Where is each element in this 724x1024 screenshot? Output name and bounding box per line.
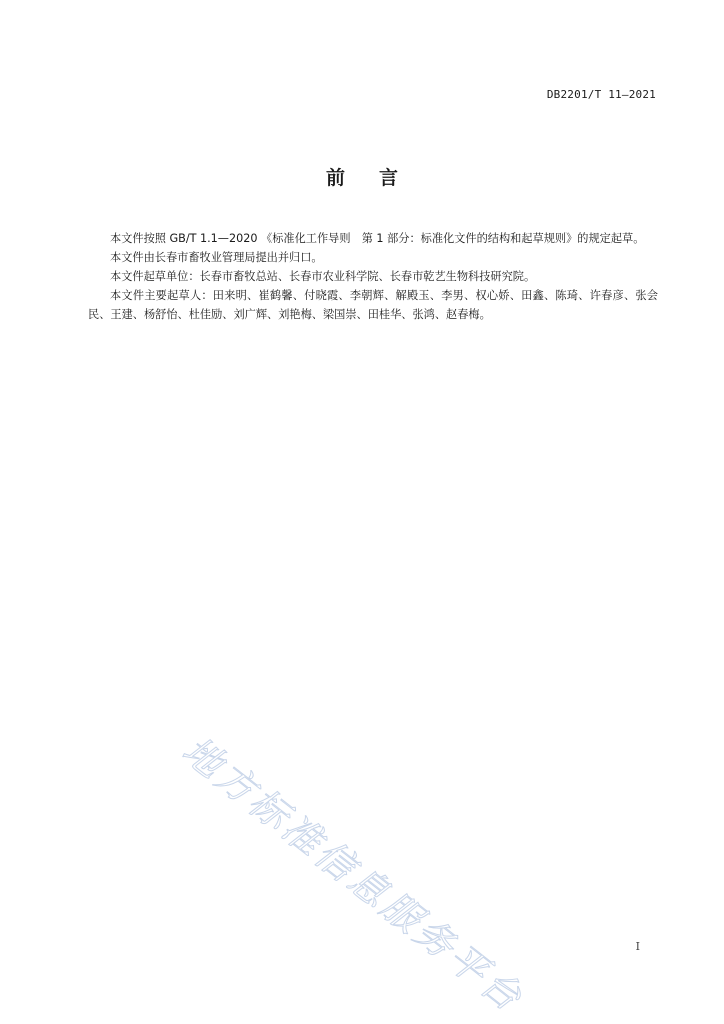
page-number: I (635, 940, 640, 953)
document-body (88, 229, 658, 324)
page-title: 前言 (325, 167, 432, 189)
paragraph-drafting-units: 本文件起草单位：长春市畜牧总站、长春市农业科学院、长春市乾艺生物科技研究院。 (110, 270, 536, 283)
document-code: DB2201/T 11—2021 (546, 88, 656, 101)
paragraph-drafting-basis: 本文件按照 GB/T 1.1—2020 《标准化工作导则 第 1 部分：标准化文件的结构和起草规则》的规定起草。 (110, 232, 645, 245)
paragraph-proposer: 本文件由长春市畜牧业管理局提出并归口。 (110, 251, 323, 264)
paragraph-drafters: 本文件主要起草人：田来明、崔鹤馨、付晓霞、李朝辉、解殿玉、李男、权心娇、田鑫、陈琦、许春彦、张会民、王建、杨舒怡、杜佳励、刘广辉、刘艳梅、梁国崇、田桂华、张鸿、赵春梅。 (88, 289, 658, 321)
watermark-text: 地方标准信息服务平台 (174, 727, 533, 1022)
